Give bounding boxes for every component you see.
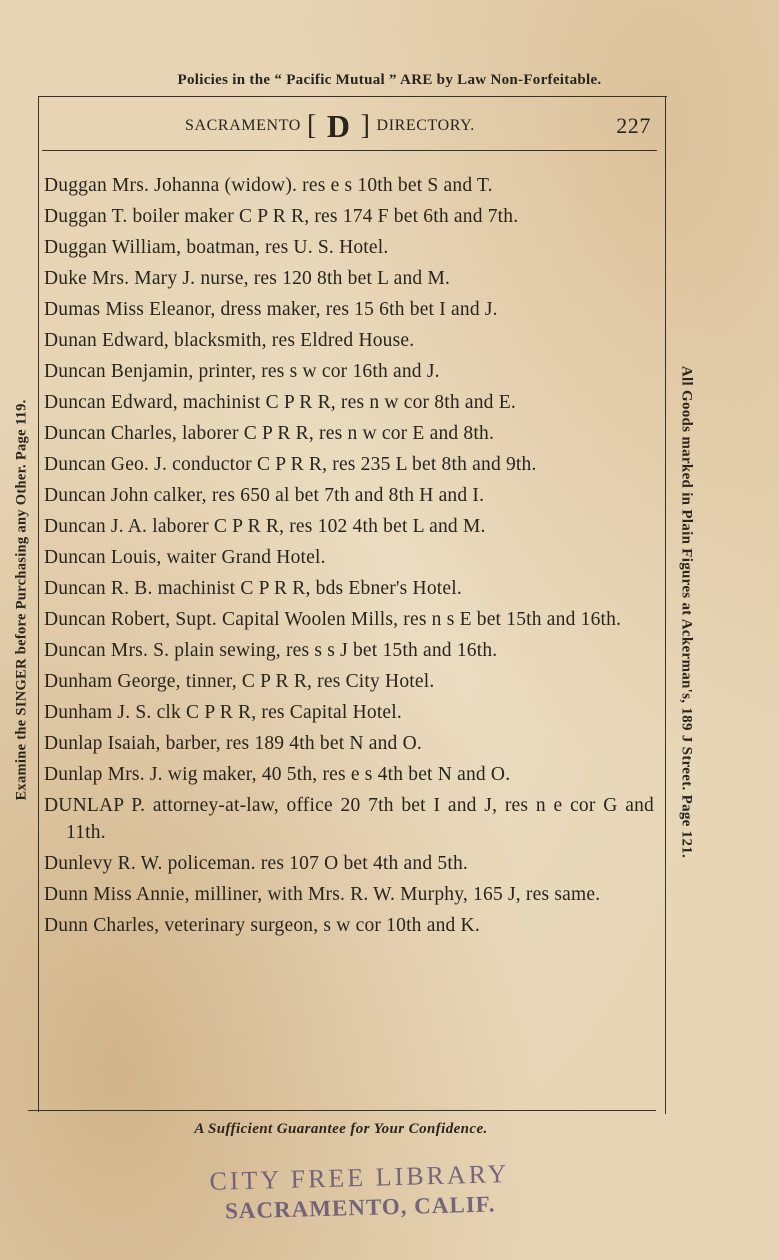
header-rule [42,150,657,151]
directory-entry: Duncan Charles, laborer C P R R, res n w cor E and 8th. [44,423,495,444]
directory-entry: Duggan T. boiler maker C P R R, res 174 F bet 6th and 7th. [44,206,519,227]
stamp-line-2: SACRAMENTO, CALIF. [224,1191,496,1224]
frame-top-rule [38,96,667,97]
directory-entry: Duncan Mrs. S. plain sewing, res s s J bet 15th and 16th. [44,640,498,661]
directory-entry: Duncan R. B. machinist C P R R, bds Ebner's Hotel. [44,578,462,599]
directory-entry: Duncan Geo. J. conductor C P R R, res 235 L bet 8th and 9th. [44,454,537,475]
directory-entry: Dunn Charles, veterinary surgeon, s w cor 10th and K. [44,915,480,936]
header-section-letter: D [326,107,351,144]
directory-entry: Duncan Robert, Supt. Capital Woolen Mills, res n s E bet 15th and 16th. [44,609,622,630]
directory-entry: Dunham J. S. clk C P R R, res Capital Hotel. [44,702,402,723]
footer-advert: A Sufficient Guarantee for Your Confidence. [194,1121,488,1137]
directory-entries [44,172,654,943]
header-city: SACRAMENTO [185,117,301,134]
directory-entry: Duncan Louis, waiter Grand Hotel. [44,547,326,568]
page-number: 227 [616,113,651,138]
directory-entry: Dunlap Isaiah, barber, res 189 4th bet N and O. [44,733,422,754]
directory-entry: Duke Mrs. Mary J. nurse, res 120 8th bet L and M. [44,268,451,289]
directory-entry: Duncan John calker, res 650 al bet 7th and 8th H and I. [44,485,485,506]
stamp-line-1: CITY FREE LIBRARY [209,1159,510,1196]
header-bracket-close: ] [360,110,371,141]
side-advert-right-text: All Goods marked in Plain Figures at Ackerman's, 189 J Street. Page 121. [678,365,695,859]
running-head [185,107,655,144]
directory-entry: Duncan Edward, machinist C P R R, res n w cor 8th and E. [44,392,516,413]
directory-entry: Duggan William, boatman, res U. S. Hotel. [44,237,389,258]
directory-entry: Dunn Miss Annie, milliner, with Mrs. R. W. Murphy, 165 J, res same. [44,884,601,905]
side-advert-left-text: Examine the SINGER before Purchasing any Other. Page 119. [13,399,30,801]
top-banner: Policies in the “ Pacific Mutual ” ARE by Law Non-Forfeitable. [177,72,602,88]
directory-entry: Duncan Benjamin, printer, res s w cor 16th and J. [44,361,440,382]
frame-left-rule [38,96,39,1112]
directory-entry: DUNLAP P. attorney-at-law, office 20 7th bet I and J, res n e cor G and 11th. [44,795,654,843]
frame-right-rule [665,96,666,1114]
header-bracket-open: [ [306,110,317,141]
directory-entry: Dunlap Mrs. J. wig maker, 40 5th, res e s 4th bet N and O. [44,764,511,785]
header-section-title: DIRECTORY. [376,117,475,134]
frame-bottom-rule [28,1110,656,1111]
directory-entry: Dunan Edward, blacksmith, res Eldred House. [44,330,415,351]
directory-entry: Dunlevy R. W. policeman. res 107 O bet 4th and 5th. [44,853,468,874]
library-stamp [179,1158,541,1239]
directory-entry: Dunham George, tinner, C P R R, res City Hotel. [44,671,435,692]
directory-entry: Dumas Miss Eleanor, dress maker, res 15 6th bet I and J. [44,299,498,320]
directory-entry: Duggan Mrs. Johanna (widow). res e s 10th bet S and T. [44,175,493,196]
directory-entry: Duncan J. A. laborer C P R R, res 102 4th bet L and M. [44,516,486,537]
